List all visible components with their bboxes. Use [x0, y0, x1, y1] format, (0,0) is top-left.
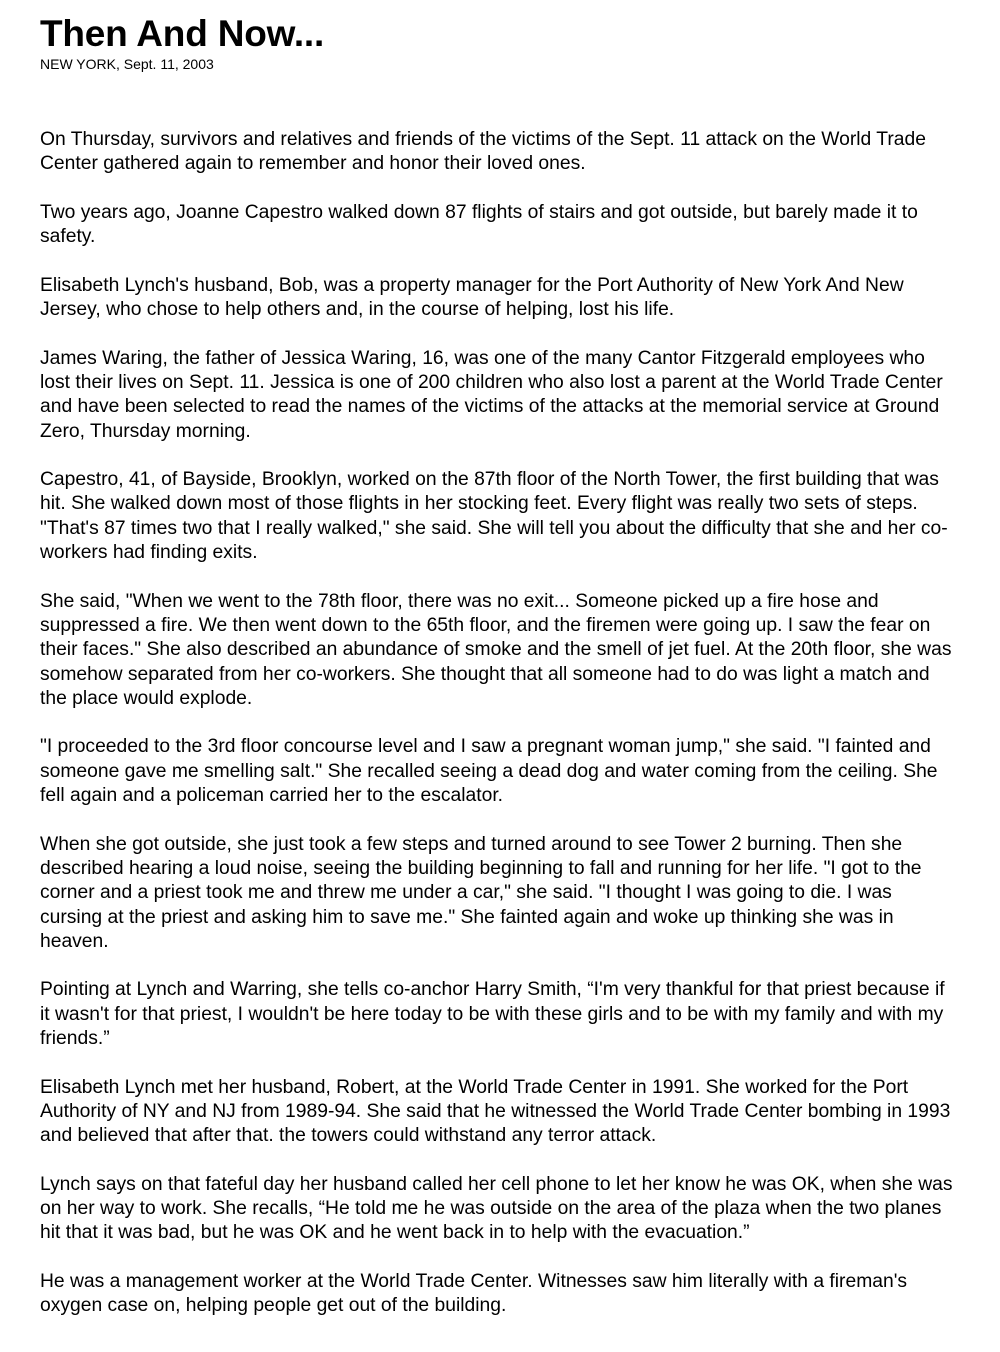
article-paragraph: When she got outside, she just took a few steps and turned around to see Tower 2 burning. Then she described hearing a loud noise, seeing the building beginning to fall and running for her life. "I got to the corner and a priest took me and threw me under a car," she said. "I thought I was going to die. I was cursing at the priest and asking him to save me." She fainted again and woke up thinking she was in heaven.	[40, 833, 922, 952]
article-paragraph: She said, "When we went to the 78th floor, there was no exit... Someone picked up a fire hose and suppressed a fire. We then went down to the 65th floor, and the firemen were going up. I saw the fear on their faces." She also described an abundance of smoke and the smell of jet fuel. At the 20th floor, she was somehow separated from her co-workers. She thought that all someone had to do was light a match and the place would explode.	[40, 590, 952, 709]
article-paragraph: Elisabeth Lynch's husband, Bob, was a property manager for the Port Authority of New York And New Jersey, who chose to help others and, in the course of helping, lost his life.	[40, 274, 904, 321]
article-body	[40, 128, 960, 1319]
article-paragraph: Pointing at Lynch and Warring, she tells co-anchor Harry Smith, “I'm very thankful for that priest because if it wasn't for that priest, I wouldn't be here today to be with these girls and to be with my family and with my friends.”	[40, 979, 945, 1049]
article-paragraph: "I proceeded to the 3rd floor concourse level and I saw a pregnant woman jump," she said. "I fainted and someone gave me smelling salt." She recalled seeing a dead dog and water coming from the ceiling. She fell again and a policeman carried her to the escalator.	[40, 736, 938, 807]
article-paragraph: Capestro, 41, of Bayside, Brooklyn, worked on the 87th floor of the North Tower, the first building that was hit. She walked down most of those flights in her stocking feet. Every flight was really two sets of steps. "That's 87 times two that I really walked," she said. She will tell you about the difficulty that she and her co-workers had finding exits.	[40, 469, 948, 564]
article-paragraph: James Waring, the father of Jessica Waring, 16, was one of the many Cantor Fitzgerald employees who lost their lives on Sept. 11. Jessica is one of 200 children who also lost a parent at the World Trade Center and have been selected to read the names of the victims of the attacks at the memorial service at Ground Zero, Thursday morning.	[40, 347, 943, 442]
article-paragraph: Two years ago, Joanne Capestro walked down 87 flights of stairs and got outside, but barely made it to safety.	[40, 201, 918, 248]
article-paragraph: He was a management worker at the World Trade Center. Witnesses saw him literally with a fireman's oxygen case on, helping people get out of the building.	[40, 1270, 908, 1317]
article-title: Then And Now...	[40, 13, 325, 54]
article-paragraph: Elisabeth Lynch met her husband, Robert, at the World Trade Center in 1991. She worked for the Port Authority of NY and NJ from 1989-94. She said that he witnessed the World Trade Center bombing in 1993 and believed that after that. the towers could withstand any terror attack.	[40, 1076, 951, 1147]
article-dateline: NEW YORK, Sept. 11, 2003	[40, 56, 214, 72]
article-paragraph: On Thursday, survivors and relatives and friends of the victims of the Sept. 11 attack on the World Trade Center gathered again to remember and honor their loved ones.	[40, 129, 926, 175]
article-paragraph: Lynch says on that fateful day her husband called her cell phone to let her know he was OK, when she was on her way to work. She recalls, “He told me he was outside on the area of the plaza when the two planes hit that it was bad, but he was OK and he went back in to help with the evacuation.”	[40, 1173, 953, 1244]
